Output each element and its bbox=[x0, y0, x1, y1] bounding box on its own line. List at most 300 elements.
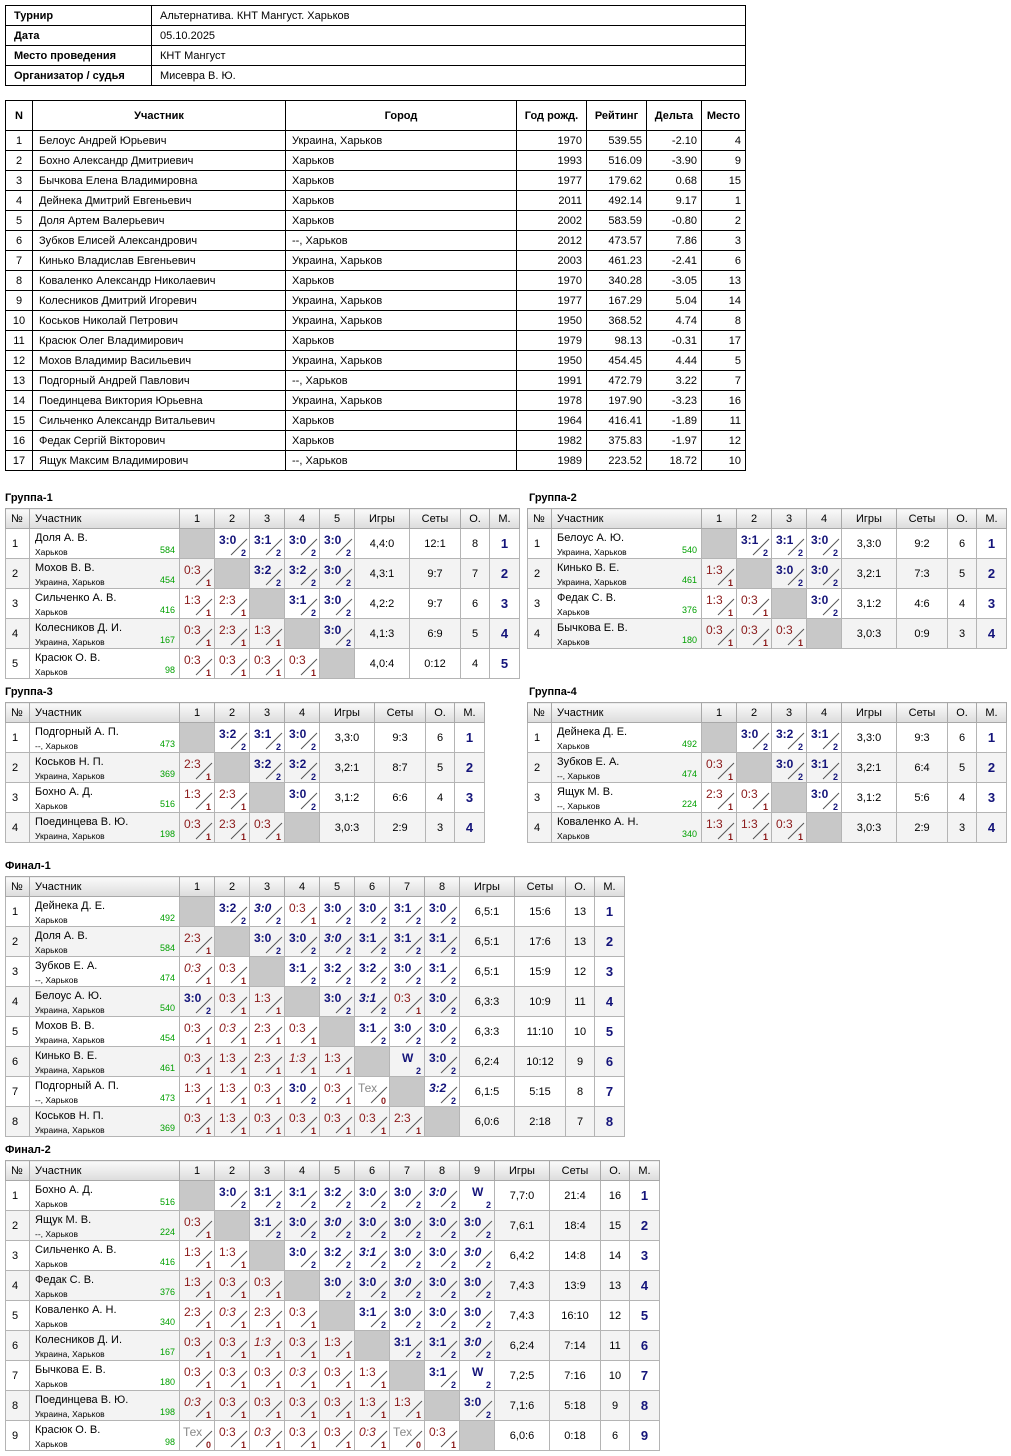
player-name[interactable]: Федак С. В. bbox=[557, 592, 617, 604]
match-score: 0:3 bbox=[359, 1425, 376, 1439]
match-score-cell[interactable] bbox=[250, 897, 285, 927]
match-score-cell[interactable] bbox=[285, 649, 320, 679]
table-cell: 16 bbox=[702, 391, 746, 411]
player-cell[interactable] bbox=[30, 1181, 180, 1211]
player-cell[interactable] bbox=[552, 589, 702, 619]
match-score-cell[interactable] bbox=[355, 987, 390, 1017]
match-score-cell[interactable] bbox=[772, 723, 807, 753]
match-score-cell[interactable] bbox=[460, 1181, 495, 1211]
match-score-cell[interactable] bbox=[250, 1181, 285, 1211]
match-score-cell[interactable] bbox=[807, 723, 842, 753]
match-score-cell[interactable] bbox=[215, 1331, 250, 1361]
match-score-cell[interactable] bbox=[737, 589, 772, 619]
match-score-cell[interactable] bbox=[285, 927, 320, 957]
match-score-cell[interactable] bbox=[285, 1211, 320, 1241]
match-score-cell[interactable] bbox=[250, 1391, 285, 1421]
player-cell[interactable] bbox=[30, 1361, 180, 1391]
player-name[interactable]: Бычкова Е. В. bbox=[35, 1364, 106, 1376]
match-score: 0:3 bbox=[184, 653, 201, 667]
match-score-cell[interactable] bbox=[807, 529, 842, 559]
match-score-cell[interactable] bbox=[702, 619, 737, 649]
player-cell[interactable] bbox=[30, 559, 180, 589]
row-number: 4 bbox=[6, 987, 30, 1017]
match-score-cell[interactable] bbox=[390, 927, 425, 957]
games-total: 4,0:4 bbox=[355, 649, 410, 679]
sets-total: 6:9 bbox=[410, 619, 461, 649]
match-score-cell[interactable] bbox=[425, 897, 460, 927]
player-cell[interactable] bbox=[30, 529, 180, 559]
player-name[interactable]: Мохов В. В. bbox=[35, 1020, 95, 1032]
match-score-cell[interactable] bbox=[250, 987, 285, 1017]
player-name[interactable]: Колесников Д. И. bbox=[35, 622, 123, 634]
match-score-cell[interactable] bbox=[215, 1181, 250, 1211]
match-score-cell[interactable] bbox=[215, 1241, 250, 1271]
player-cell[interactable] bbox=[30, 897, 180, 927]
table-cell: 1950 bbox=[517, 311, 587, 331]
match-score-cell[interactable] bbox=[425, 1331, 460, 1361]
match-score-cell[interactable] bbox=[285, 897, 320, 927]
match-score-cell[interactable] bbox=[180, 1047, 215, 1077]
player-name[interactable]: Дейнека Д. Е. bbox=[557, 726, 628, 738]
match-score-cell[interactable] bbox=[180, 1421, 215, 1451]
match-score-cell[interactable] bbox=[285, 1361, 320, 1391]
match-score-cell[interactable] bbox=[390, 897, 425, 927]
match-score-cell[interactable] bbox=[355, 1181, 390, 1211]
player-name[interactable]: Кинько В. Е. bbox=[35, 1050, 98, 1062]
player-name[interactable]: Бычкова Е. В. bbox=[557, 622, 628, 634]
match-score-cell[interactable] bbox=[425, 1241, 460, 1271]
match-score-cell[interactable] bbox=[355, 1107, 390, 1137]
match-score-cell[interactable] bbox=[180, 1107, 215, 1137]
player-cell[interactable] bbox=[30, 1211, 180, 1241]
match-points: 2 bbox=[345, 1200, 351, 1210]
match-score-cell[interactable] bbox=[702, 783, 737, 813]
table-cell: 3.22 bbox=[647, 371, 702, 391]
match-score-cell[interactable] bbox=[285, 1391, 320, 1421]
player-name[interactable]: Дейнека Д. Е. bbox=[35, 900, 106, 912]
match-score-cell[interactable] bbox=[320, 619, 355, 649]
match-score-cell[interactable] bbox=[215, 987, 250, 1017]
match-score-cell[interactable] bbox=[460, 1331, 495, 1361]
match-score-cell[interactable] bbox=[807, 753, 842, 783]
player-name[interactable]: Подгорный А. П. bbox=[35, 726, 119, 738]
match-score-cell[interactable] bbox=[285, 723, 320, 753]
match-score-cell[interactable] bbox=[355, 957, 390, 987]
match-score-cell[interactable] bbox=[250, 1077, 285, 1107]
match-score-cell[interactable] bbox=[702, 813, 737, 843]
player-cell[interactable] bbox=[30, 649, 180, 679]
match-score-cell[interactable] bbox=[180, 619, 215, 649]
match-score-cell[interactable] bbox=[250, 1361, 285, 1391]
match-score-cell[interactable] bbox=[390, 1181, 425, 1211]
match-score-cell[interactable] bbox=[180, 1391, 215, 1421]
match-score-cell[interactable] bbox=[180, 813, 215, 843]
match-score: 3:0 bbox=[289, 727, 307, 741]
match-score-cell[interactable] bbox=[355, 1017, 390, 1047]
match-score-cell[interactable] bbox=[215, 619, 250, 649]
match-score-cell[interactable] bbox=[320, 957, 355, 987]
player-name[interactable]: Красюк О. В. bbox=[35, 1424, 101, 1436]
sets-total: 5:18 bbox=[550, 1391, 601, 1421]
player-cell[interactable] bbox=[552, 559, 702, 589]
table-cell: 13 bbox=[6, 371, 33, 391]
match-score-cell[interactable] bbox=[355, 1421, 390, 1451]
match-score-cell[interactable] bbox=[425, 1301, 460, 1331]
match-score: 1:3 bbox=[394, 1395, 411, 1409]
match-score-cell[interactable] bbox=[285, 1241, 320, 1271]
match-score-cell[interactable] bbox=[215, 529, 250, 559]
match-score-cell[interactable] bbox=[320, 1181, 355, 1211]
player-name[interactable]: Бохно А. Д. bbox=[35, 1184, 93, 1196]
final-place: 7 bbox=[630, 1361, 660, 1391]
player-city: Украина, Харьков bbox=[557, 547, 627, 557]
match-score-cell[interactable] bbox=[250, 1421, 285, 1451]
match-score-cell[interactable] bbox=[285, 1077, 320, 1107]
match-score-cell[interactable] bbox=[772, 753, 807, 783]
match-score-cell[interactable] bbox=[285, 1181, 320, 1211]
match-score-cell[interactable] bbox=[250, 723, 285, 753]
match-score-cell[interactable] bbox=[460, 1271, 495, 1301]
player-name[interactable]: Зубков Е. А. bbox=[557, 756, 620, 768]
player-cell[interactable] bbox=[30, 1331, 180, 1361]
match-score-cell[interactable] bbox=[320, 529, 355, 559]
match-score-cell[interactable] bbox=[355, 1301, 390, 1331]
match-score-cell[interactable] bbox=[215, 649, 250, 679]
match-score-cell[interactable] bbox=[250, 619, 285, 649]
match-score-cell[interactable] bbox=[390, 1211, 425, 1241]
player-city: Харьков bbox=[35, 801, 68, 811]
match-score-cell[interactable] bbox=[285, 1421, 320, 1451]
match-score-cell[interactable] bbox=[320, 1391, 355, 1421]
player-cell[interactable] bbox=[30, 1077, 180, 1107]
match-score-cell[interactable] bbox=[320, 927, 355, 957]
match-score-cell[interactable] bbox=[460, 1391, 495, 1421]
match-score-cell[interactable] bbox=[355, 1391, 390, 1421]
match-score-cell[interactable] bbox=[215, 897, 250, 927]
player-name[interactable]: Поединцева В. Ю. bbox=[35, 816, 129, 828]
player-cell[interactable] bbox=[30, 1391, 180, 1421]
match-score-cell[interactable] bbox=[180, 987, 215, 1017]
player-cell[interactable] bbox=[30, 753, 180, 783]
match-score-cell[interactable] bbox=[215, 957, 250, 987]
player-cell[interactable] bbox=[552, 813, 702, 843]
match-score-cell[interactable] bbox=[460, 1211, 495, 1241]
match-score-cell[interactable] bbox=[320, 1107, 355, 1137]
row-number: 3 bbox=[528, 589, 552, 619]
player-cell[interactable] bbox=[30, 589, 180, 619]
player-cell[interactable] bbox=[30, 1047, 180, 1077]
match-score-cell[interactable] bbox=[320, 1211, 355, 1241]
col-header: 6 bbox=[355, 877, 390, 897]
info-row bbox=[6, 66, 746, 86]
player-cell[interactable] bbox=[30, 987, 180, 1017]
table-cell: 1970 bbox=[517, 131, 587, 151]
match-score-cell[interactable] bbox=[215, 1361, 250, 1391]
match-score-cell[interactable] bbox=[425, 1047, 460, 1077]
match-score-cell[interactable] bbox=[180, 1077, 215, 1107]
match-score-cell[interactable] bbox=[737, 783, 772, 813]
match-score-cell[interactable] bbox=[355, 1271, 390, 1301]
match-score-cell[interactable] bbox=[807, 783, 842, 813]
match-score-cell[interactable] bbox=[250, 1211, 285, 1241]
col-header: 5 bbox=[320, 1161, 355, 1181]
match-score-cell[interactable] bbox=[425, 1211, 460, 1241]
match-score-cell[interactable] bbox=[250, 1301, 285, 1331]
match-points: 2 bbox=[240, 1200, 246, 1210]
player-name[interactable]: Коваленко А. Н. bbox=[557, 816, 639, 828]
match-score-cell[interactable] bbox=[285, 1331, 320, 1361]
match-score-cell[interactable] bbox=[390, 987, 425, 1017]
player-cell[interactable] bbox=[30, 783, 180, 813]
match-score-cell[interactable] bbox=[180, 1017, 215, 1047]
row-number: 9 bbox=[6, 1421, 30, 1451]
match-score-cell[interactable] bbox=[460, 1301, 495, 1331]
player-cell[interactable] bbox=[552, 529, 702, 559]
match-score-cell[interactable] bbox=[180, 1301, 215, 1331]
match-score-cell[interactable] bbox=[215, 783, 250, 813]
match-score-cell[interactable] bbox=[425, 1077, 460, 1107]
match-score-cell[interactable] bbox=[390, 1421, 425, 1451]
match-score-cell[interactable] bbox=[390, 1301, 425, 1331]
match-score-cell[interactable] bbox=[355, 1077, 390, 1107]
match-score: 0:3 bbox=[324, 1081, 341, 1095]
match-score-cell[interactable] bbox=[215, 1077, 250, 1107]
player-name[interactable]: Кинько В. Е. bbox=[557, 562, 620, 574]
player-name[interactable]: Зубков Е. А. bbox=[35, 960, 98, 972]
player-cell[interactable] bbox=[30, 1301, 180, 1331]
match-points: 2 bbox=[380, 1260, 386, 1270]
player-cell[interactable] bbox=[30, 813, 180, 843]
match-score-cell[interactable] bbox=[702, 559, 737, 589]
match-score-cell[interactable] bbox=[215, 1271, 250, 1301]
match-score-cell[interactable] bbox=[425, 1017, 460, 1047]
player-name[interactable]: Колесников Д. И. bbox=[35, 1334, 123, 1346]
player-cell[interactable] bbox=[552, 753, 702, 783]
match-score-cell[interactable] bbox=[390, 1331, 425, 1361]
player-name[interactable]: Белоус А. Ю. bbox=[35, 990, 103, 1002]
table-row bbox=[6, 897, 625, 927]
match-score-cell[interactable] bbox=[250, 753, 285, 783]
match-score-cell[interactable] bbox=[180, 559, 215, 589]
match-score-cell[interactable] bbox=[250, 1017, 285, 1047]
match-score-cell[interactable] bbox=[215, 1047, 250, 1077]
match-score-cell[interactable] bbox=[425, 957, 460, 987]
table-cell: Белоус Андрей Юрьевич bbox=[33, 131, 286, 151]
match-score-cell[interactable] bbox=[215, 1391, 250, 1421]
player-cell[interactable] bbox=[30, 1017, 180, 1047]
match-score-cell[interactable] bbox=[702, 589, 737, 619]
match-score-cell[interactable] bbox=[180, 589, 215, 619]
player-name[interactable]: Ящук М. В. bbox=[35, 1214, 92, 1226]
match-score-cell[interactable] bbox=[250, 559, 285, 589]
player-name[interactable]: Поединцева В. Ю. bbox=[35, 1394, 129, 1406]
player-name[interactable]: Мохов В. В. bbox=[35, 562, 95, 574]
match-score-cell[interactable] bbox=[320, 1331, 355, 1361]
match-score-cell[interactable] bbox=[355, 1241, 390, 1271]
match-score-cell[interactable] bbox=[425, 1361, 460, 1391]
match-score-cell[interactable] bbox=[390, 1047, 425, 1077]
match-score-cell[interactable] bbox=[180, 1361, 215, 1391]
match-score-cell[interactable] bbox=[320, 1361, 355, 1391]
match-score-cell[interactable] bbox=[180, 1241, 215, 1271]
match-score-cell[interactable] bbox=[180, 957, 215, 987]
player-cell[interactable] bbox=[30, 1241, 180, 1271]
row-number: 8 bbox=[6, 1107, 30, 1137]
match-score-cell[interactable] bbox=[737, 723, 772, 753]
match-score-cell[interactable] bbox=[320, 589, 355, 619]
match-score-cell[interactable] bbox=[250, 927, 285, 957]
match-score-cell[interactable] bbox=[425, 927, 460, 957]
match-score-cell[interactable] bbox=[425, 987, 460, 1017]
match-score-cell[interactable] bbox=[215, 1107, 250, 1137]
match-score-cell[interactable] bbox=[250, 649, 285, 679]
player-name[interactable]: Доля А. В. bbox=[35, 532, 88, 544]
match-score-cell[interactable] bbox=[320, 1271, 355, 1301]
match-score-cell[interactable] bbox=[215, 1301, 250, 1331]
match-score-cell[interactable] bbox=[807, 559, 842, 589]
match-score-cell[interactable] bbox=[285, 529, 320, 559]
match-score-cell[interactable] bbox=[772, 619, 807, 649]
match-points: 2 bbox=[832, 772, 838, 782]
match-score-cell[interactable] bbox=[737, 619, 772, 649]
player-name[interactable]: Ящук М. В. bbox=[557, 786, 614, 798]
match-score-cell[interactable] bbox=[285, 589, 320, 619]
table-cell: 461.23 bbox=[587, 251, 647, 271]
player-cell[interactable] bbox=[30, 927, 180, 957]
match-score-cell[interactable] bbox=[180, 649, 215, 679]
match-score-cell[interactable] bbox=[250, 1271, 285, 1301]
match-score-cell[interactable] bbox=[215, 1421, 250, 1451]
player-cell[interactable] bbox=[30, 619, 180, 649]
match-score-cell[interactable] bbox=[320, 1421, 355, 1451]
match-score-cell[interactable] bbox=[390, 1107, 425, 1137]
player-name[interactable]: Федак С. В. bbox=[35, 1274, 95, 1286]
match-score-cell[interactable] bbox=[355, 1211, 390, 1241]
match-score-cell[interactable] bbox=[180, 1331, 215, 1361]
match-score-cell[interactable] bbox=[460, 1241, 495, 1271]
player-name[interactable]: Коваленко А. Н. bbox=[35, 1304, 117, 1316]
match-score-cell[interactable] bbox=[425, 1421, 460, 1451]
match-score-cell[interactable] bbox=[320, 1077, 355, 1107]
table-cell: 2002 bbox=[517, 211, 587, 231]
player-cell[interactable] bbox=[30, 957, 180, 987]
match-score-cell[interactable] bbox=[772, 813, 807, 843]
match-score-cell[interactable] bbox=[320, 1241, 355, 1271]
match-score-cell[interactable] bbox=[425, 1181, 460, 1211]
match-score-cell[interactable] bbox=[355, 1361, 390, 1391]
match-score-cell[interactable] bbox=[285, 753, 320, 783]
player-name[interactable]: Белоус А. Ю. bbox=[557, 532, 625, 544]
match-score-cell[interactable] bbox=[320, 1047, 355, 1077]
match-score-cell[interactable] bbox=[702, 753, 737, 783]
match-score-cell[interactable] bbox=[285, 1017, 320, 1047]
col-header: 4 bbox=[285, 1161, 320, 1181]
match-score: 3:2 bbox=[324, 1245, 342, 1259]
sets-total: 2:9 bbox=[897, 813, 948, 843]
match-score-cell[interactable] bbox=[772, 559, 807, 589]
player-name[interactable]: Доля А. В. bbox=[35, 930, 88, 942]
match-score-cell[interactable] bbox=[250, 813, 285, 843]
match-score-cell[interactable] bbox=[250, 1107, 285, 1137]
match-score-cell[interactable] bbox=[390, 1241, 425, 1271]
match-score-cell[interactable] bbox=[737, 813, 772, 843]
match-score-cell[interactable] bbox=[180, 1271, 215, 1301]
col-header: Сеты bbox=[375, 703, 426, 723]
match-score-cell[interactable] bbox=[355, 897, 390, 927]
match-score-cell[interactable] bbox=[285, 1107, 320, 1137]
player-rating: 224 bbox=[681, 799, 697, 809]
match-score-cell[interactable] bbox=[180, 1211, 215, 1241]
match-points: 1 bbox=[240, 608, 246, 618]
match-score-cell[interactable] bbox=[180, 927, 215, 957]
match-score-cell[interactable] bbox=[215, 589, 250, 619]
table-cell: -3.23 bbox=[647, 391, 702, 411]
player-cell[interactable] bbox=[30, 1107, 180, 1137]
match-score-cell[interactable] bbox=[215, 813, 250, 843]
match-score-cell[interactable] bbox=[215, 723, 250, 753]
match-score-cell[interactable] bbox=[807, 589, 842, 619]
player-name[interactable]: Сильченко А. В. bbox=[35, 1244, 117, 1256]
match-score-cell[interactable] bbox=[390, 1271, 425, 1301]
player-name[interactable]: Коськов Н. П. bbox=[35, 1110, 104, 1122]
match-score-cell[interactable] bbox=[460, 1361, 495, 1391]
table-cell: Харьков bbox=[286, 211, 517, 231]
match-score-cell[interactable] bbox=[285, 1047, 320, 1077]
sets-total: 16:10 bbox=[550, 1301, 601, 1331]
match-score-cell[interactable] bbox=[250, 1331, 285, 1361]
match-score-cell[interactable] bbox=[737, 529, 772, 559]
match-score-cell[interactable] bbox=[215, 1017, 250, 1047]
match-score-cell[interactable] bbox=[320, 987, 355, 1017]
points-total: 3 bbox=[426, 813, 455, 843]
sets-total: 8:7 bbox=[375, 753, 426, 783]
table-row bbox=[6, 371, 746, 391]
match-score-cell[interactable] bbox=[425, 1271, 460, 1301]
diagonal-cell bbox=[215, 559, 250, 589]
match-score-cell[interactable] bbox=[390, 957, 425, 987]
player-cell[interactable] bbox=[30, 1271, 180, 1301]
match-score-cell[interactable] bbox=[390, 1017, 425, 1047]
match-points: 2 bbox=[450, 1380, 456, 1390]
match-score-cell[interactable] bbox=[180, 783, 215, 813]
match-score-cell[interactable] bbox=[285, 957, 320, 987]
match-score-cell[interactable] bbox=[355, 927, 390, 957]
player-name[interactable]: Бохно А. Д. bbox=[35, 786, 93, 798]
player-name[interactable]: Подгорный А. П. bbox=[35, 1080, 119, 1092]
match-score-cell[interactable] bbox=[390, 1391, 425, 1421]
match-score: 0:3 bbox=[359, 1111, 376, 1125]
match-score-cell[interactable] bbox=[772, 529, 807, 559]
player-name[interactable]: Коськов Н. П. bbox=[35, 756, 104, 768]
player-cell[interactable] bbox=[552, 723, 702, 753]
player-rating: 454 bbox=[159, 575, 175, 585]
player-cell[interactable] bbox=[552, 619, 702, 649]
player-cell[interactable] bbox=[30, 723, 180, 753]
match-score-cell[interactable] bbox=[250, 1047, 285, 1077]
player-name[interactable]: Сильченко А. В. bbox=[35, 592, 117, 604]
match-score-cell[interactable] bbox=[320, 897, 355, 927]
player-cell[interactable] bbox=[30, 1421, 180, 1451]
player-cell[interactable] bbox=[552, 783, 702, 813]
match-score-cell[interactable] bbox=[250, 529, 285, 559]
match-score-cell[interactable] bbox=[285, 783, 320, 813]
player-name[interactable]: Красюк О. В. bbox=[35, 652, 101, 664]
match-score-cell[interactable] bbox=[320, 559, 355, 589]
match-score-cell[interactable] bbox=[180, 753, 215, 783]
table-cell: 3 bbox=[702, 231, 746, 251]
match-score-cell[interactable] bbox=[285, 1301, 320, 1331]
match-score-cell[interactable] bbox=[285, 559, 320, 589]
